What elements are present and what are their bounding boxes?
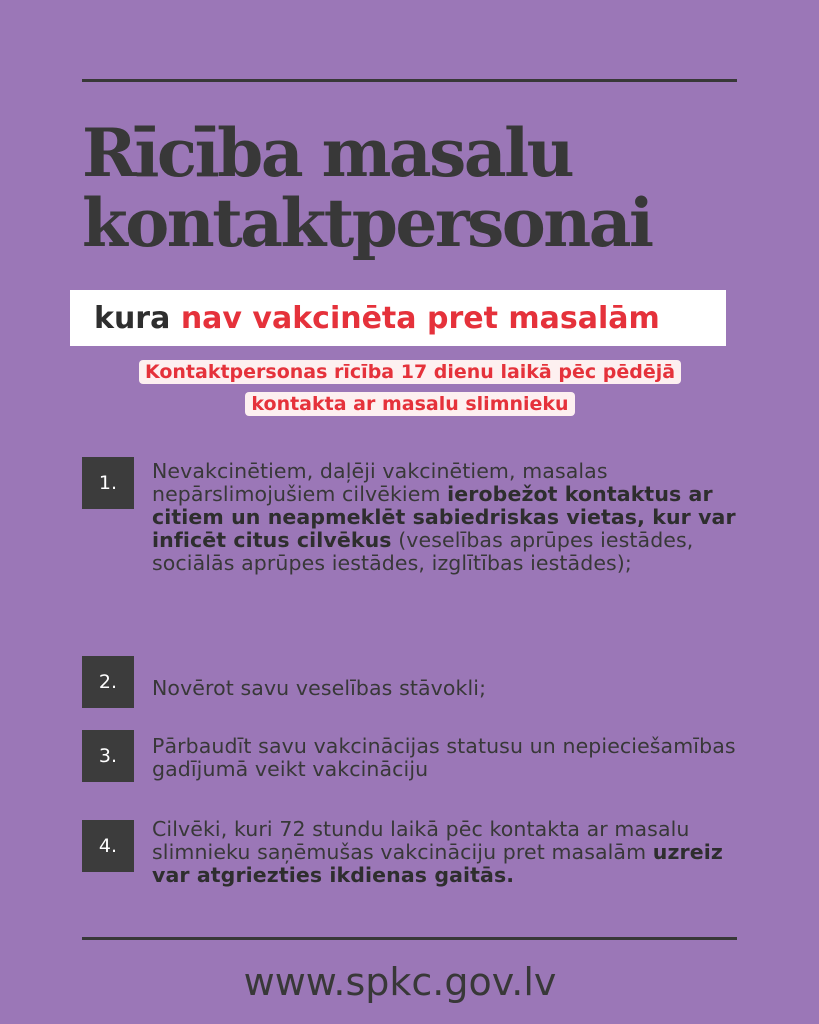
subtitle-banner xyxy=(70,290,726,346)
item-number-1: 1. xyxy=(82,457,134,509)
subtitle-lead: kura xyxy=(94,300,171,336)
item-4-text: Cilvēki, kuri 72 stundu laikā pēc kontakta ar masalu slimnieku saņēmušas vakcināciju pret masalām xyxy=(152,817,690,864)
item-1-text-end: (veselības aprūpes iestādes, sociālās aprūpes iestādes, izglītības iestādes); xyxy=(152,528,694,575)
item-1-bold: ierobežot kontaktus ar citiem un neapmeklēt sabiedriskas vietas, kur var inficēt citus cilvēkus xyxy=(152,482,736,552)
page-title xyxy=(82,114,742,262)
list-item-3 xyxy=(152,735,752,781)
bottom-divider xyxy=(82,937,737,940)
top-divider xyxy=(82,79,737,82)
item-3-text: Pārbaudīt savu vakcinācijas statusu un nepieciešamības gadījumā veikt vakcināciju xyxy=(152,734,736,781)
item-1-text: Nevakcinētiem, daļēji vakcinētiem, masalas nepārslimojušiem cilvēkiem xyxy=(152,459,608,506)
item-number-4: 4. xyxy=(82,820,134,872)
list-item-1 xyxy=(152,460,752,575)
title-line-2: kontaktpersonai xyxy=(82,184,652,262)
website-url: www.spkc.gov.lv xyxy=(243,960,557,1004)
list-item-2 xyxy=(152,677,752,700)
item-4-bold: uzreiz var atgriezties ikdienas gaitās. xyxy=(152,840,723,887)
note-line-1: Kontaktpersonas rīcība 17 dienu laikā pēc pēdējā xyxy=(139,360,681,384)
timeframe-note xyxy=(94,356,726,420)
subtitle-highlight: nav vakcinēta pret masalām xyxy=(180,300,660,336)
item-number-3: 3. xyxy=(82,730,134,782)
item-number-2: 2. xyxy=(82,656,134,708)
item-2-text: Novērot savu veselības stāvokli; xyxy=(152,676,487,700)
note-line-2: kontakta ar masalu slimnieku xyxy=(245,392,574,416)
list-item-4 xyxy=(152,818,752,887)
title-line-1: Rīcība masalu xyxy=(82,114,573,192)
